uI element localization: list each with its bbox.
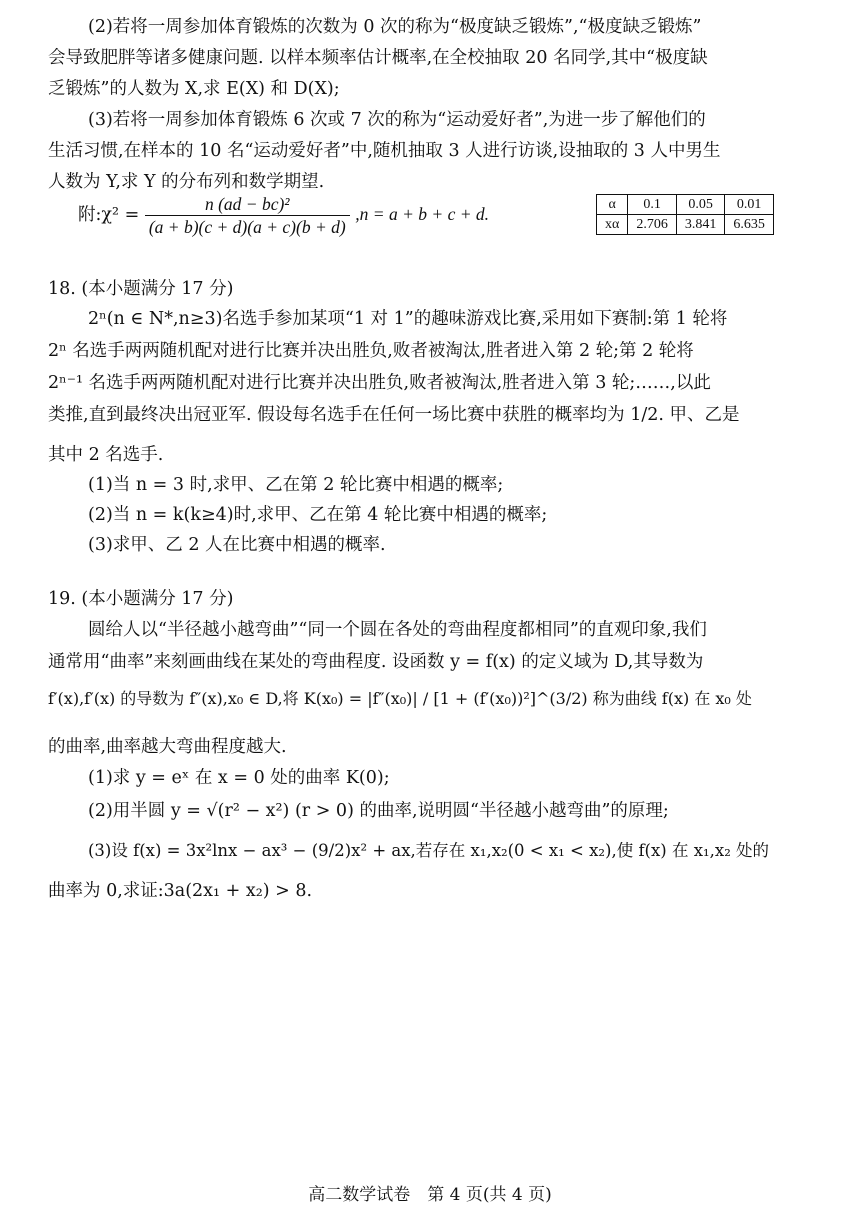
page-footer: 高二数学试卷 第 4 页(共 4 页) [308,1185,552,1205]
table-cell: 0.05 [676,195,725,215]
table-cell: 0.1 [628,195,677,215]
table-cell: 2.706 [628,215,677,235]
q19-line2: 通常用“曲率”来刻画曲线在某处的弯曲程度. 设函数 y = f(x) 的定义域为 D,其导数为 [48,652,704,672]
table-cell: α [597,195,628,215]
q19-line4: 的曲率,曲率越大弯曲程度越大. [48,737,287,757]
q18-line5: 其中 2 名选手. [48,445,164,465]
formula-prefix: 附:χ² = [78,205,145,225]
table-row-alpha [597,195,774,215]
q18-header: 18. (本小题满分 17 分) [48,279,234,299]
q19-line3-curvature-formula: f′(x),f′(x) 的导数为 f″(x),x₀ ∈ D,将 K(x₀) = |f″(x₀)| / [1 + (f′(x₀))²]^(3/2) 称为曲线 f(x) 在 x₀ 处 [48,689,752,708]
q19-sub3: (3)设 f(x) = 3x²lnx − ax³ − (9/2)x² + ax,若存在 x₁,x₂(0 < x₁ < x₂),使 f(x) 在 x₁,x₂ 处的 [88,841,770,860]
critical-value-table [596,194,774,235]
q17-part3-line1: (3)若将一周参加体育锻炼 6 次或 7 次的称为“运动爱好者”,为进一步了解他们的 [88,110,706,130]
q19-line1: 圆给人以“半径越小越弯曲”“同一个圆在各处的弯曲程度都相同”的直观印象,我们 [88,620,707,640]
table-row-x [597,215,774,235]
table-cell: 3.841 [676,215,725,235]
q17-part2-line1: (2)若将一周参加体育锻炼的次数为 0 次的称为“极度缺乏锻炼”,“极度缺乏锻炼” [88,17,702,37]
table-cell: 0.01 [725,195,774,215]
formula-fraction [145,193,350,238]
q17-part3-line2: 生活习惯,在样本的 10 名“运动爱好者”中,随机抽取 3 人进行访谈,设抽取的 3 人中男生 [48,141,721,161]
q18-sub1: (1)当 n = 3 时,求甲、乙在第 2 轮比赛中相遇的概率; [88,475,504,495]
q18-line4: 类推,直到最终决出冠亚军. 假设每名选手在任何一场比赛中获胜的概率均为 1/2. 甲、乙是 [48,405,740,425]
q18-line3: 2ⁿ⁻¹ 名选手两两随机配对进行比赛并决出胜负,败者被淘汰,胜者进入第 3 轮;……,以此 [48,373,711,393]
formula-numerator: n (ad − bc)² [145,193,350,216]
table-cell: xα [597,215,628,235]
q19-sub2: (2)用半圆 y = √(r² − x²) (r > 0) 的曲率,说明圆“半径越小越弯曲”的原理; [88,801,669,821]
table-cell: 6.635 [725,215,774,235]
q17-part2-line3: 乏锻炼”的人数为 X,求 E(X) 和 D(X); [48,79,340,99]
q18-sub3: (3)求甲、乙 2 人在比赛中相遇的概率. [88,535,386,555]
q17-part2-line2: 会导致肥胖等诸多健康问题. 以样本频率估计概率,在全校抽取 20 名同学,其中“极度缺 [48,48,708,68]
q18-line1: 2ⁿ(n ∈ N*,n≥3)名选手参加某项“1 对 1”的趣味游戏比赛,采用如下赛制:第 1 轮将 [88,309,728,329]
formula-tail: ,n = a + b + c + d. [355,204,490,224]
q19-sub3-line2: 曲率为 0,求证:3a(2x₁ + x₂) > 8. [48,881,313,901]
q18-sub2: (2)当 n = k(k≥4)时,求甲、乙在第 4 轮比赛中相遇的概率; [88,505,548,525]
q18-line2: 2ⁿ 名选手两两随机配对进行比赛并决出胜负,败者被淘汰,胜者进入第 2 轮;第 2 轮将 [48,341,694,361]
chi-square-formula [78,190,489,239]
q19-header: 19. (本小题满分 17 分) [48,589,234,609]
q19-sub1: (1)求 y = eˣ 在 x = 0 处的曲率 K(0); [88,768,390,788]
q17-part3-line3: 人数为 Y,求 Y 的分布列和数学期望. [48,172,325,192]
formula-denominator: (a + b)(c + d)(a + c)(b + d) [148,217,346,237]
